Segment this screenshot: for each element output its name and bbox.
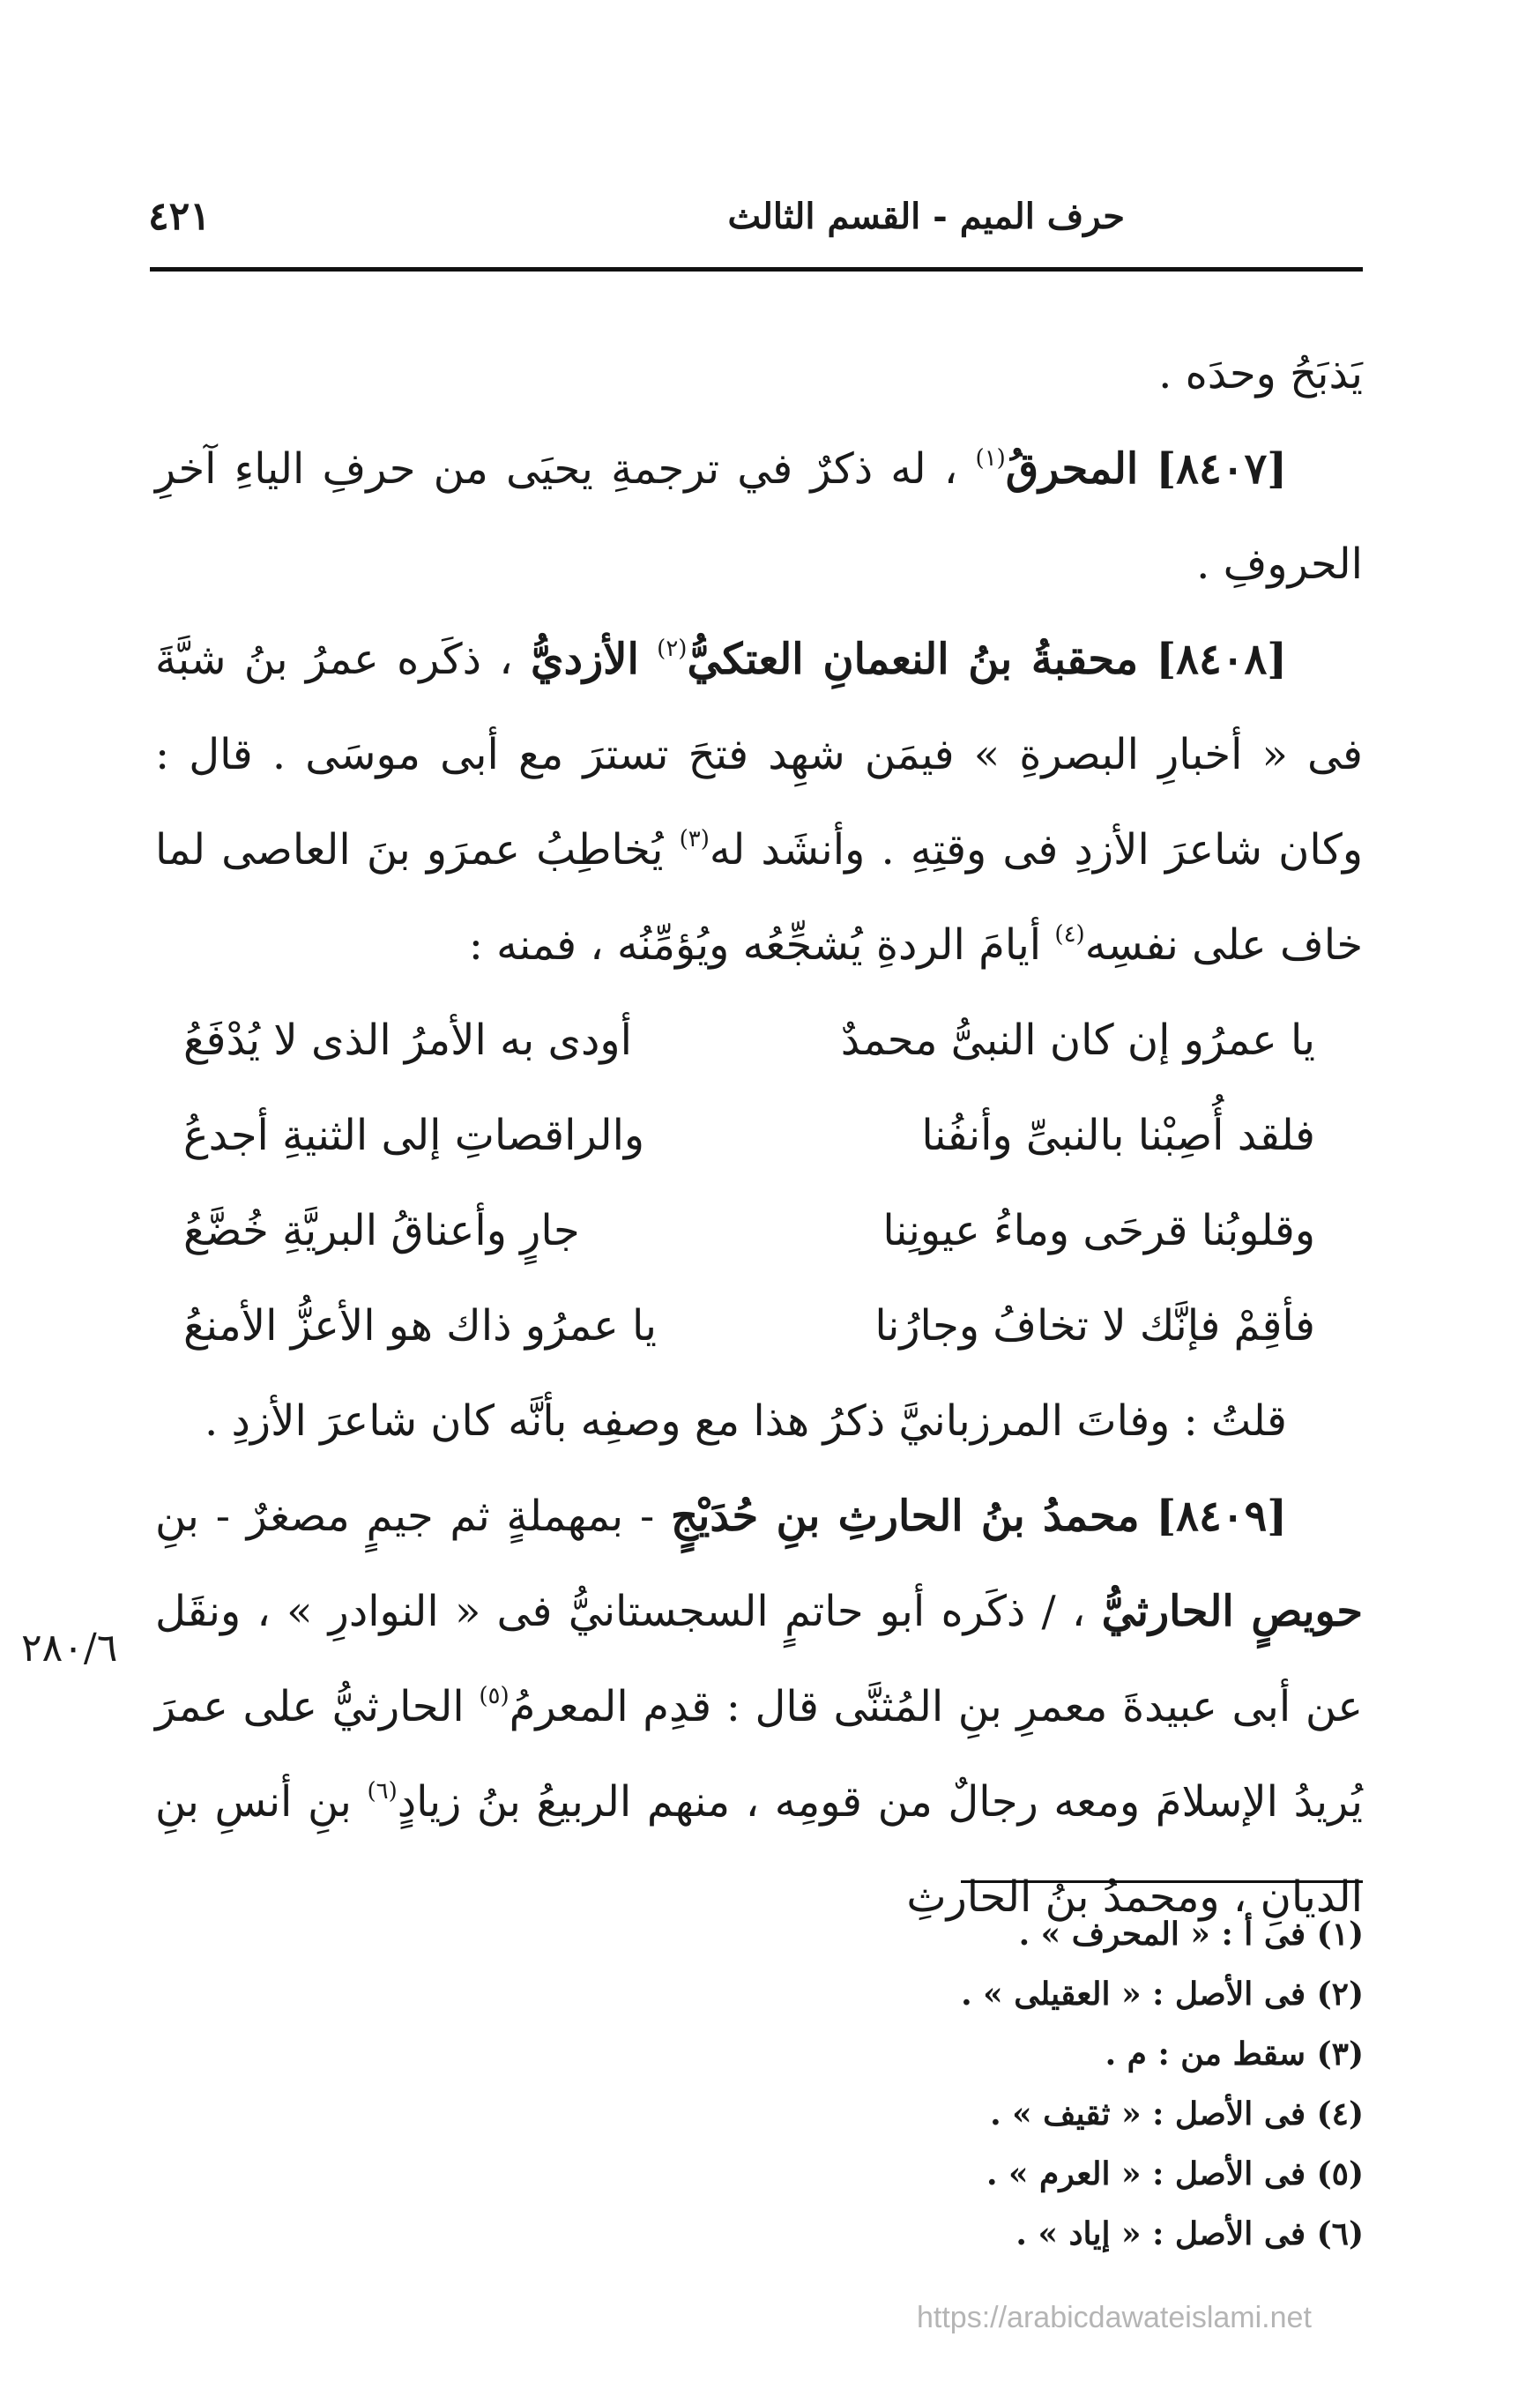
entry-name: المحرقُ (1005, 444, 1139, 494)
footnote: (٦) فى الأصل : « إياد » . (1016, 2215, 1364, 2252)
entry-name: محمدُ بنُ الحارثِ بنِ حُدَيْجٍ (670, 1492, 1140, 1541)
text-span: قلتُ : وفاتَ المرزبانيَّ ذكرُ هذا مع وصفِه بأنَّه كان شاعرَ الأزدِ . (205, 1396, 1287, 1446)
comment-paragraph (155, 1373, 1363, 1469)
footnote-ref: (٢) (657, 636, 688, 662)
poem-verse (183, 1088, 1315, 1183)
hemistich-right: يا عمرُو إن كان النبىُّ محمدٌ (840, 1016, 1315, 1065)
entry-8407 (155, 421, 1363, 612)
entry-number: [٨٤٠٧] (1156, 444, 1288, 494)
footnote: (١) فى أ : « المحرف » . (1018, 1916, 1364, 1953)
entry-name: محقبةُ بنُ النعمانِ العتكيُّ (687, 635, 1139, 684)
hemistich-left: والراقصاتِ إلى الثنيةِ أجدعُ (183, 1111, 645, 1160)
text-span: يَذبَحُ وحدَه . (1158, 349, 1363, 398)
page-number: ٤٢١ (148, 194, 211, 239)
poem (183, 993, 1315, 1373)
header-divider (150, 267, 1363, 272)
footnote-ref: (٦) (367, 1778, 398, 1805)
hemistich-right: وقلوبُنا قرحَى وماءُ عيونِنا (882, 1206, 1315, 1255)
running-header (148, 192, 1363, 245)
footnote-ref: (٤) (1054, 921, 1085, 948)
hemistich-right: فأقِمْ فإنَّك لا تخافُ وجارُنا (874, 1301, 1315, 1351)
entry-text: ، ذكَره عمرُ بنُ شبَّةَ فى « أخبارِ البصرةِ » فيمَن شهِد فتحَ تسترَ مع أبى موسَى . قال : وكان شاعرَ الأزدِ فى وقتِهِ . وأنشَد له (155, 635, 1364, 875)
footnote: (٤) فى الأصل : « ثقيف » . (990, 2095, 1364, 2132)
footnote: (٥) فى الأصل : « العرم » . (986, 2155, 1364, 2192)
margin-reference: ٢٨٠/٦ (21, 1626, 118, 1671)
watermark-url: https://arabicdawateislami.net (917, 2301, 1312, 2334)
hemistich-left: يا عمرُو ذاك هو الأعزُّ الأمنعُ (183, 1301, 657, 1351)
header-title: حرف الميم - القسم الثالث (727, 196, 1125, 237)
entry-text: ، / ذكَره أبو حاتمٍ السجستانيُّ فى « النوادرِ » ، ونقَل عن أبى عبيدةَ معمرِ بنِ المُثنَّى قال : قدِم المعرمُ (155, 1587, 1363, 1731)
entry-text: بنِ أنسِ بنِ الديانِ ، ومحمدُ بنُ الحارثِ (155, 1777, 1363, 1922)
footnote: (٣) سقط من : م . (1105, 2036, 1364, 2073)
poem-verse (183, 993, 1315, 1088)
entry-number: [٨٤٠٨] (1156, 635, 1287, 684)
poem-verse (183, 1183, 1315, 1278)
entry-text: - بمهملةٍ ثم جيمٍ مصغرٌ - بنِ (155, 1492, 655, 1541)
hemistich-right: فلقد أُصِبْنا بالنبىِّ وأنفُنا (921, 1111, 1315, 1160)
paragraph-continuation (155, 326, 1363, 421)
footnote-ref: (٥) (479, 1683, 510, 1709)
hemistich-left: أودى به الأمرُ الذى لا يُدْفَعُ (183, 1016, 632, 1065)
entry-text: الحارثيُّ على عمرَ يُريدُ الإسلامَ ومعه رجالٌ من قومِه ، منهم الربيعُ بنُ زيادٍ (155, 1682, 1364, 1827)
entry-number: [٨٤٠٩] (1156, 1492, 1287, 1541)
entry-8409 (155, 1469, 1363, 1945)
footnote-divider (961, 1880, 1363, 1883)
footnote-ref: (٣) (679, 826, 710, 852)
entry-name-nisba: الأزديُّ (531, 635, 639, 684)
poem-verse (183, 1278, 1315, 1373)
entry-text: يُخاطِبُ عمرَو بنَ العاصى لما خاف على نفسِه (155, 825, 1363, 970)
entry-8408 (155, 612, 1363, 993)
entry-name-continued: حويصٍ الحارثيُّ (1101, 1587, 1363, 1636)
entry-text: ، له ذكرٌ في ترجمةِ يحيَى من حرفِ الياءِ آخرِ الحروفِ . (155, 444, 1363, 589)
footnotes (570, 1904, 1364, 2264)
hemistich-left: جارٍ وأعناقُ البريَّةِ خُضَّعُ (183, 1206, 580, 1255)
footnote-ref: (١) (975, 445, 1006, 472)
footnote: (٢) فى الأصل : « العقيلى » . (961, 1976, 1364, 2013)
entry-text: أيامَ الردةِ يُشجِّعُه ويُؤمِّنُه ، فمنه : (468, 920, 1042, 970)
main-text (155, 326, 1363, 1945)
